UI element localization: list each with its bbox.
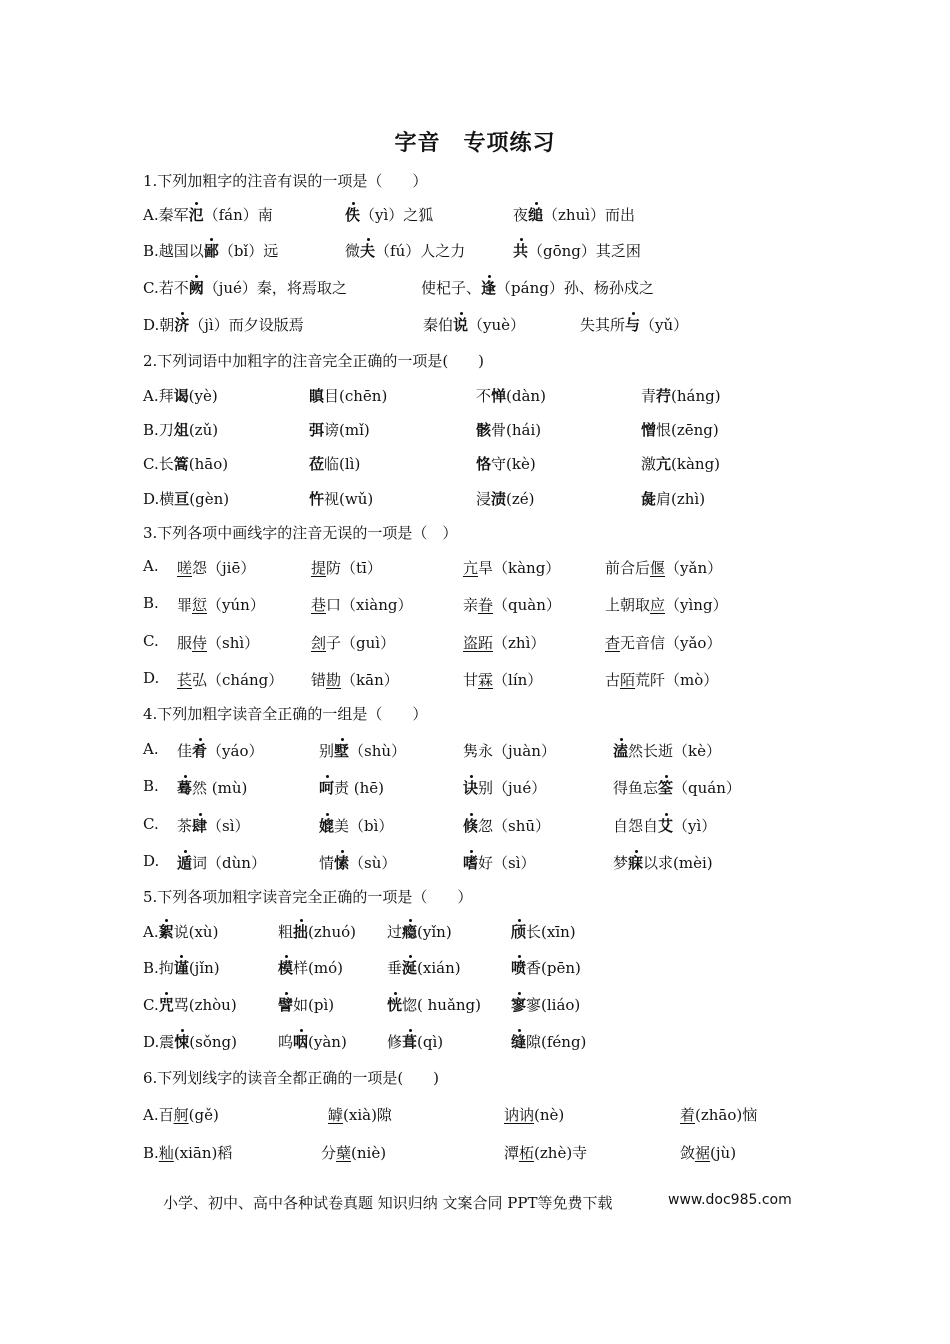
question-4-stem: 4.下列加粗字读音全正确的一组是（ ） [143, 705, 428, 723]
question-5-option-a: A.絮说(xù) 粗拙(zhuó) 过瘾(yǐn) 颀长(xīn) [143, 923, 576, 941]
question-4-option-c: C. 茶肆（sì） 媲美（bì） 倏忽（shū） 自怨自艾（yì） [143, 815, 717, 835]
question-3-option-a: A. 嗟怨（jiē） 提防（tī） 亢旱（kàng） 前合后偃（yǎn） [143, 557, 723, 577]
question-4-option-d: D. 遁词（dùn） 情愫（sù） 嗜好（sì） 梦寐以求(mèi) [143, 852, 713, 872]
question-1-option-c: C.若不阙（jué）秦，将焉取之 使杞子、逢（páng）孙、杨孙戍之 [143, 279, 654, 297]
question-1-option-d: D.朝济（jì）而夕设版焉 秦伯说（yuè） 失其所与（yǔ） [143, 316, 689, 334]
footer [163, 1192, 792, 1213]
question-3-option-b: B. 罪愆（yún） 巷口（xiàng） 亲眷（quàn） 上朝取应（yìng） [143, 594, 728, 614]
footer-text: 小学、初中、高中各种试卷真题 知识归纳 文案合同 PPT等免费下载 [163, 1194, 613, 1212]
question-4-option-b: B. 蓦然 (mù) 呵责 (hē) 诀别（jué） 得鱼忘筌（quán） [143, 777, 741, 797]
page-title: 字音 专项练习 [394, 130, 556, 156]
question-5-option-b: B.拘谨(jǐn) 模样(mó) 垂涎(xián) 喷香(pēn) [143, 959, 581, 977]
footer-site-link[interactable]: www.doc985.com [668, 1192, 792, 1208]
question-1-stem: 1.下列加粗字的注音有误的一项是（ ） [143, 172, 428, 190]
question-2-option-b: B.刀俎(zǔ) 弭谤(mǐ) 骸骨(hái) 憎恨(zēng) [143, 421, 719, 439]
question-5-option-d: D.震悚(sǒng) 呜咽(yàn) 修葺(qì) 缝隙(féng) [143, 1033, 587, 1051]
question-3-option-d: D. 苌弘（cháng） 错勘（kān） 甘霖（lín） 古陌荒阡（mò） [143, 669, 719, 689]
question-2-option-a: A.拜谒(yè) 瞋目(chēn) 不惮(dàn) 青荇(háng) [143, 387, 721, 405]
question-5-option-c: C.咒骂(zhòu) 譬如(pì) 恍惚( huǎng) 寥寥(liáo) [143, 996, 581, 1014]
question-4-option-a: A. 佳肴（yáo） 别墅（shù） 隽永（juàn） 溘然长逝（kè） [143, 740, 721, 760]
question-2-stem: 2.下列词语中加粗字的注音完全正确的一项是( ) [143, 352, 485, 370]
question-2-option-d: D.横亘(gèn) 忤视(wǔ) 浸渍(zé) 彘肩(zhì) [143, 490, 706, 508]
question-3-option-c: C. 服侍（shì） 刽子（guì） 盗跖（zhì） 杳无音信（yǎo） [143, 632, 722, 652]
question-6-option-a: A.百舸(gě) 罅(xià)隙 讷讷(nè) 着(zhāo)恼 [143, 1106, 758, 1124]
question-1-option-a: A.秦军氾（fán）南 佚（yì）之狐 夜缒（zhuì）而出 [143, 206, 636, 224]
question-3-stem: 3.下列各项中画线字的注音无误的一项是（ ） [143, 524, 458, 542]
question-5-stem: 5.下列各项加粗字读音完全正确的一项是（ ） [143, 888, 473, 906]
question-1-option-b: B.越国以鄙（bǐ）远 微夫（fú）人之力 共（gōng）其乏困 [143, 242, 641, 260]
question-6-stem: 6.下列划线字的读音全都正确的一项是( ) [143, 1069, 440, 1087]
question-6-option-b: B.籼(xiān)稻 分蘖(niè) 潭柘(zhè)寺 敛裾(jù) [143, 1144, 737, 1162]
question-2-option-c: C.长篙(hāo) 莅临(lì) 恪守(kè) 激亢(kàng) [143, 455, 721, 473]
